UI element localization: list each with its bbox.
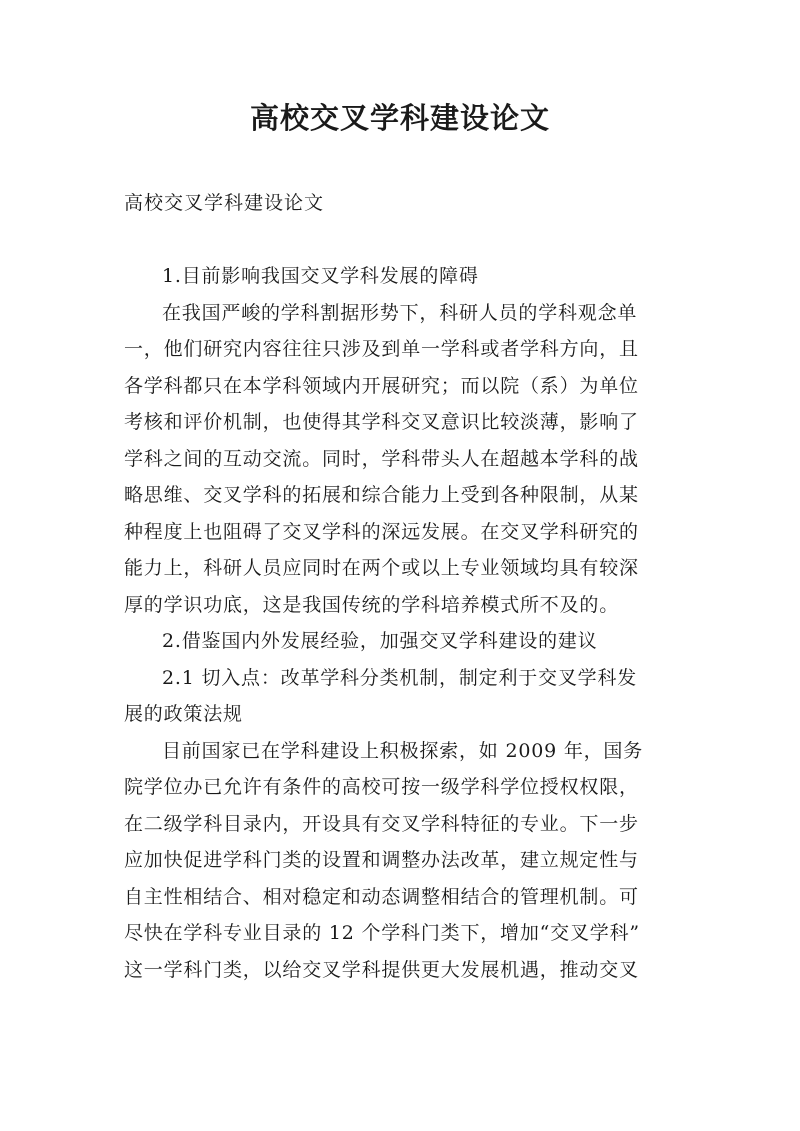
text-line: 自主性相结合、相对稳定和动态调整相结合的管理机制。可	[124, 885, 639, 908]
text-line: 一，他们研究内容往往只涉及到单一学科或者学科方向，且	[124, 338, 639, 360]
text-line: 应加快促进学科门类的设置和调整办法改革，建立规定性与	[124, 849, 639, 871]
text-line: 各学科都只在本学科领域内开展研究；而以院（系）为单位	[124, 374, 639, 397]
text-line: 2.1 切入点：改革学科分类机制，制定利于交叉学科发	[162, 666, 638, 689]
document-subtitle: 高校交叉学科建设论文	[124, 192, 325, 214]
text-line: 展的政策法规	[124, 703, 243, 725]
text-line: 在二级学科目录内，开设具有交叉学科特征的专业。下一步	[124, 812, 639, 835]
text-line: 能力上，科研人员应同时在两个或以上专业领域均具有较深	[124, 557, 639, 579]
text-line: 这一学科门类，以给交叉学科提供更大发展机遇，推动交叉	[124, 958, 639, 981]
document-title: 高校交叉学科建设论文	[249, 101, 550, 135]
text-line: 尽快在学科专业目录的 12 个学科门类下，增加“交叉学科”	[124, 922, 640, 944]
text-line: 2.借鉴国内外发展经验，加强交叉学科建设的建议	[162, 630, 598, 652]
text-line: 1.目前影响我国交叉学科发展的障碍	[162, 265, 479, 287]
text-line: 略思维、交叉学科的拓展和综合能力上受到各种限制，从某	[124, 484, 639, 506]
text-line: 目前国家已在学科建设上积极探索，如 2009 年，国务	[162, 739, 644, 762]
text-line: 种程度上也阻碍了交叉学科的深远发展。在交叉学科研究的	[124, 520, 639, 543]
text-line: 在我国严峻的学科割据形势下，科研人员的学科观念单	[162, 301, 638, 324]
text-line: 考核和评价机制，也使得其学科交叉意识比较淡薄，影响了	[124, 411, 639, 433]
document-body	[124, 258, 684, 988]
text-line: 厚的学识功底，这是我国传统的学科培养模式所不及的。	[124, 593, 620, 616]
text-line: 院学位办已允许有条件的高校可按一级学科学位授权权限，	[124, 776, 639, 798]
text-line: 学科之间的互动交流。同时，学科带头人在超越本学科的战	[124, 447, 639, 470]
